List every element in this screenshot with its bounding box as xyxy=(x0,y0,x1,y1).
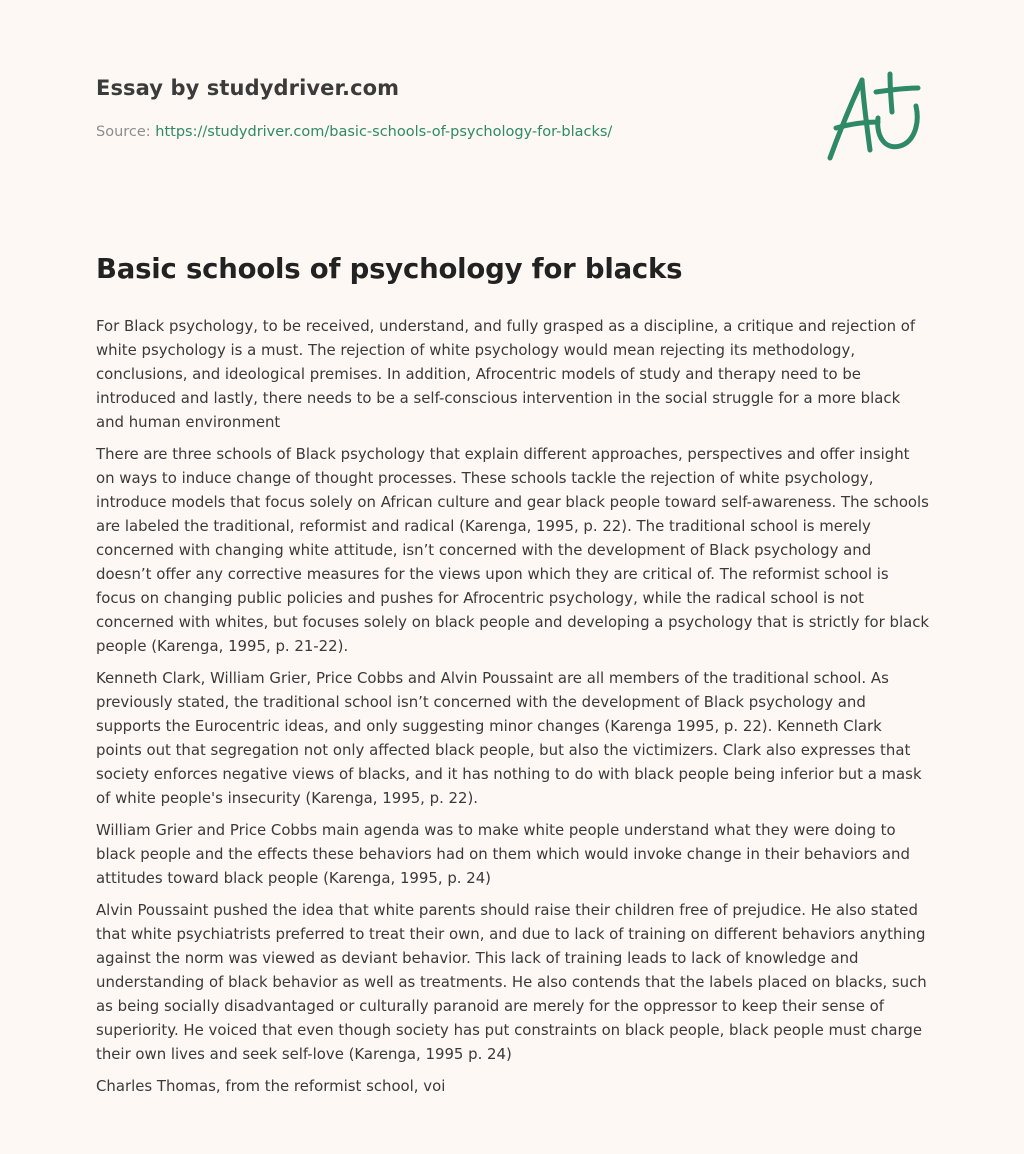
essay-paragraph: Kenneth Clark, William Grier, Price Cobbs and Alvin Poussaint are all members of the traditional school. As previously stated, the traditional school isn’t concerned with the development of Black psychology and supports the Eurocentric ideas, and only suggesting minor changes (Karenga 1995, p. 22). Kenneth Clark points out that segregation not only affected black people, but also the victimizers. Clark also expresses that society enforces negative views of blacks, and it has nothing to do with black people being inferior but a mask of white people's insecurity (Karenga, 1995, p. 22). xyxy=(96,669,922,807)
essay-title: Basic schools of psychology for blacks xyxy=(96,253,683,285)
essay-paragraph: Charles Thomas, from the reformist school, voi xyxy=(96,1077,446,1095)
a-plus-logo-icon xyxy=(820,66,930,166)
source-label: Source: xyxy=(96,124,156,140)
source-line xyxy=(96,124,612,140)
essay-paragraph: There are three schools of Black psychology that explain different approaches, perspectives and offer insight on ways to induce change of thought processes. These schools tackle the rejection of white psychology, introduce models that focus solely on African culture and gear black people toward self-awareness. The schools are labeled the traditional, reformist and radical (Karenga, 1995, p. 22). The traditional school is merely concerned with changing white attitude, isn’t concerned with the development of Black psychology and doesn’t offer any corrective measures for the views upon which they are critical of. The reformist school is focus on changing public policies and pushes for Afrocentric psychology, while the radical school is not concerned with whites, but focuses solely on black people and developing a psychology that is strictly for black people (Karenga, 1995, p. 21-22). xyxy=(96,445,930,655)
essay-body xyxy=(96,314,930,1106)
essay-paragraph: Alvin Poussaint pushed the idea that white parents should raise their children free of prejudice. He also stated that white psychiatrists preferred to treat their own, and due to lack of training on different behaviors anything against the norm was viewed as deviant behavior. This lack of training leads to lack of knowledge and understanding of black behavior as well as treatments. He also contends that the labels placed on blacks, such as being socially disadvantaged or culturally paranoid are merely for the oppressor to keep their sense of superiority. He voiced that even though society has put constraints on black people, black people must charge their own lives and seek self-love (Karenga, 1995 p. 24) xyxy=(96,901,927,1063)
site-title: Essay by studydriver.com xyxy=(96,76,400,100)
essay-paragraph: William Grier and Price Cobbs main agenda was to make white people understand what they were doing to black people and the effects these behaviors had on them which would invoke change in their behaviors and attitudes toward black people (Karenga, 1995, p. 24) xyxy=(96,821,910,887)
source-link[interactable]: https://studydriver.com/basic-schools-of-psychology-for-blacks/ xyxy=(155,124,613,140)
essay-paragraph: For Black psychology, to be received, understand, and fully grasped as a discipline, a critique and rejection of white psychology is a must. The rejection of white psychology would mean rejecting its methodology, conclusions, and ideological premises. In addition, Afrocentric models of study and therapy need to be introduced and lastly, there needs to be a self-conscious intervention in the social struggle for a more black and human environment xyxy=(96,317,916,431)
